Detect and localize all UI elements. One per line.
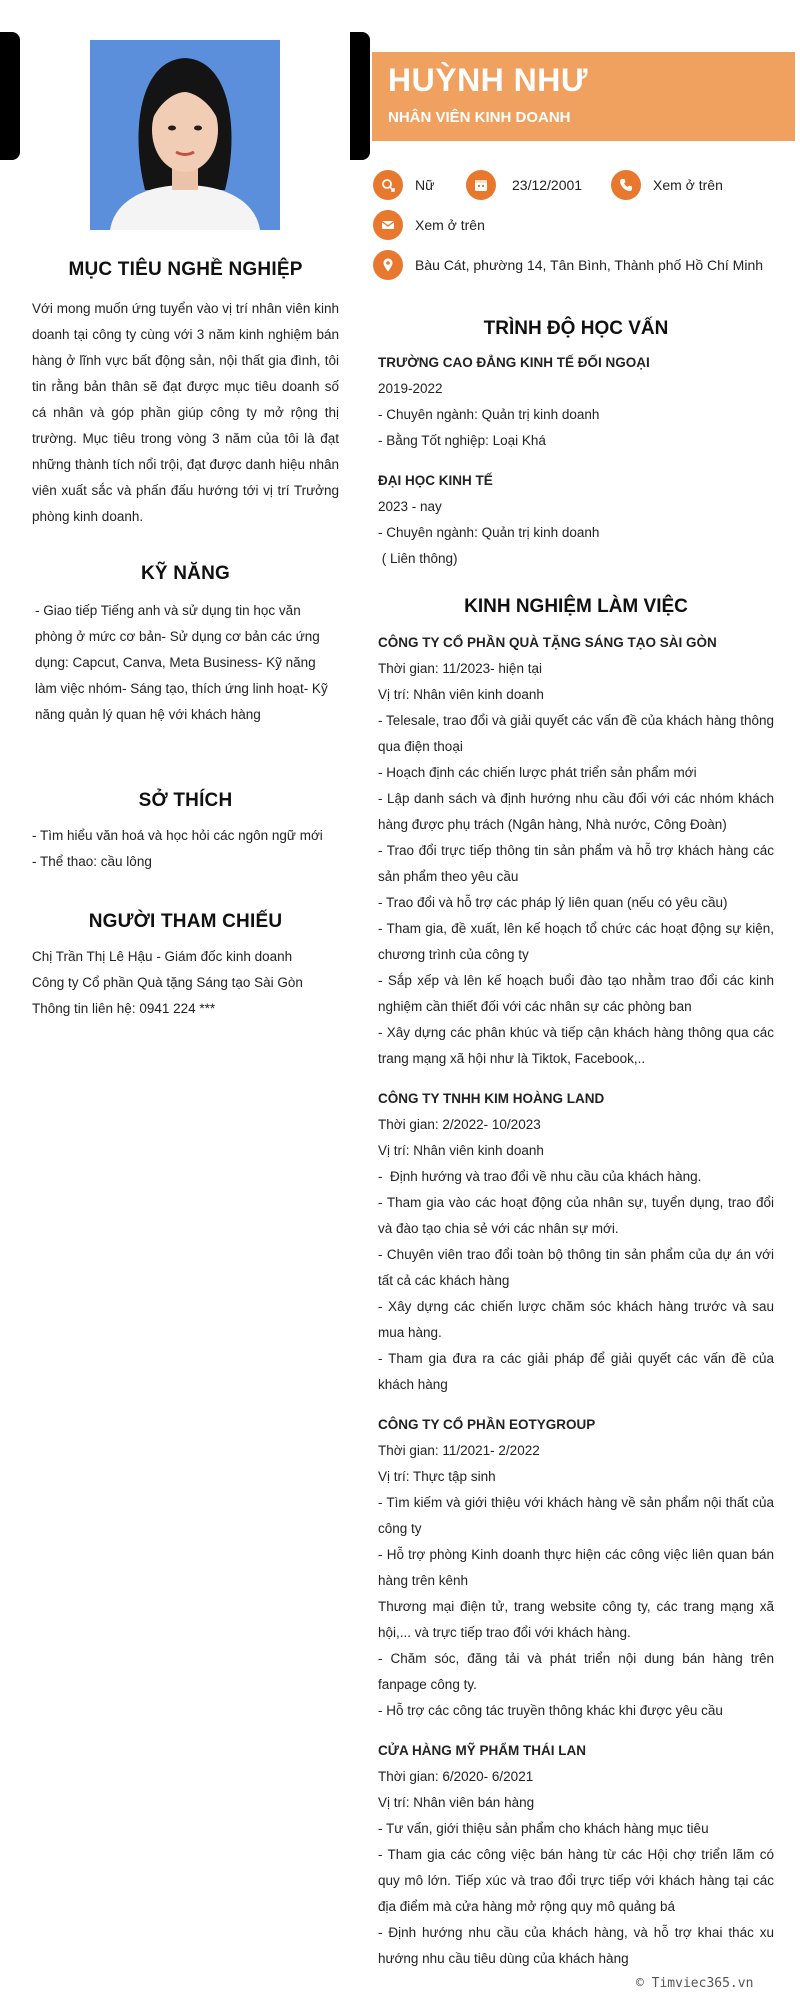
profile-photo [90,40,280,230]
job-duty: - Định hướng nhu cầu của khách hàng, và hỗ trợ khai thác xu hướng nhu cầu tiêu dùng của khách hàng [378,1925,774,1966]
gender-icon [373,170,403,200]
job-position: Vị trí: Nhân viên kinh doanh [378,687,544,702]
job-duty: - Định hướng và trao đổi về nhu cầu của khách hàng. [378,1169,702,1184]
contact-birthday [466,170,582,200]
candidate-job-title: NHÂN VIÊN KINH DOANH [388,109,571,126]
company-name: CÔNG TY CỔ PHẦN EOTYGROUP [378,1417,596,1432]
reference-line: Thông tin liên hệ: 0941 224 *** [32,1001,216,1016]
phone-icon [611,170,641,200]
job-duty: - Trao đổi trực tiếp thông tin sản phẩm và hỗ trợ khách hàng các sản phẩm theo yêu cầu [378,843,774,884]
copyright-footer: © Timviec365.vn [636,1976,754,1991]
hobby-item: - Tìm hiểu văn hoá và học hỏi các ngôn ngữ mới [32,828,323,843]
job-duty: - Tìm kiếm và giới thiệu với khách hàng về sản phẩm nội thất của công ty [378,1495,774,1536]
objective-text: Với mong muốn ứng tuyển vào vị trí nhân viên kinh doanh tại công ty cùng với 3 năm kinh nghiệm bán hàng ở lĩnh vực bất động sản, nội thất gia đình, tôi tin rằng bản thân sẽ đạt được mục tiêu doanh số cá nhân và góp phần giúp công ty mở rộng thị trường. Mục tiêu trong vòng 3 năm của tôi là đạt những thành tích nổi trội, đạt được danh hiệu nhân viên xuất sắc và phấn đấu hướng tới vị trí Trưởng phòng kinh doanh. [32,301,339,524]
job-time: Thời gian: 11/2021- 2/2022 [378,1443,540,1458]
education-line: - Bằng Tốt nghiệp: Loại Khá [378,433,546,448]
job-item [378,630,774,1072]
school-period: 2023 - nay [378,499,442,514]
education-line: - Chuyên ngành: Quản trị kinh doanh [378,407,600,422]
job-position: Vị trí: Thực tập sinh [378,1469,496,1484]
experience-title: KINH NGHIỆM LÀM VIỆC [464,596,688,617]
location-pin-icon [373,250,403,280]
education-title: TRÌNH ĐỘ HỌC VẤN [483,318,669,339]
job-duty: - Hỗ trợ phòng Kinh doanh thực hiện các công việc liên quan bán hàng trên kênh [378,1547,774,1588]
calendar-icon [466,170,496,200]
job-duty: - Chăm sóc, đăng tải và phát triển nội dung bán hàng trên fanpage công ty. [378,1651,774,1692]
contact-phone [611,170,723,200]
education-line: - Chuyên ngành: Quản trị kinh doanh [378,525,600,540]
company-name: CÔNG TY CỔ PHẦN QUÀ TẶNG SÁNG TẠO SÀI GÒN [378,635,717,650]
job-duty: Thương mại điện tử, trang website công ty, các trang mạng xã hội,... và trực tiếp trao đổi với khách hàng. [378,1599,774,1640]
job-duty: - Chuyên viên trao đổi toàn bộ thông tin sản phẩm của dự án với tất cả các khách hàng [378,1247,774,1288]
company-name: CỬA HÀNG MỸ PHẨM THÁI LAN [378,1743,586,1758]
address-text: Bàu Cát, phường 14, Tân Bình, Thành phố Hồ Chí Minh [415,257,764,273]
job-duty: - Trao đổi và hỗ trợ các pháp lý liên quan (nếu có yêu cầu) [378,895,728,910]
contact-email [373,210,485,240]
references-title: NGƯỜI THAM CHIẾU [88,911,283,932]
job-duty: - Hoạch định các chiến lược phát triển sản phẩm mới [378,765,697,780]
school-period: 2019-2022 [378,381,443,396]
decorative-tab-right [350,32,370,160]
reference-line: Công ty Cổ phần Quà tặng Sáng tạo Sài Gòn [32,975,303,990]
job-duty: - Xây dựng các phân khúc và tiếp cận khách hàng thông qua các trang mạng xã hội như là Tiktok, Facebook,.. [378,1025,774,1066]
job-duty: - Tư vấn, giới thiệu sản phẩm cho khách hàng mục tiêu [378,1821,709,1836]
phone-text: Xem ở trên [653,177,723,193]
job-time: Thời gian: 6/2020- 6/2021 [378,1769,534,1784]
header-bar [372,52,795,141]
contact-gender [373,170,434,200]
gender-text: Nữ [415,177,435,193]
job-time: Thời gian: 2/2022- 10/2023 [378,1117,541,1132]
job-time: Thời gian: 11/2023- hiện tại [378,661,542,676]
education-item [378,468,774,572]
job-duty: - Tham gia vào các hoạt động của nhân sự, tuyển dụng, trao đổi và đào tạo chia sẻ với các nhân sự mới. [378,1195,774,1236]
job-item [378,1412,774,1724]
company-name: CÔNG TY TNHH KIM HOÀNG LAND [378,1091,605,1106]
school-name: TRƯỜNG CAO ĐẲNG KINH TẾ ĐỐI NGOẠI [378,355,650,370]
email-text: Xem ở trên [415,217,485,233]
job-duty: - Xây dựng các chiến lược chăm sóc khách hàng trước và sau mua hàng. [378,1299,774,1340]
reference-line: Chị Trần Thị Lê Hậu - Giám đốc kinh doanh [32,949,293,964]
email-icon [373,210,403,240]
job-item [378,1086,774,1398]
birthday-text: 23/12/2001 [512,177,583,193]
hobby-item: - Thể thao: cầu lông [32,854,152,869]
objective-section [32,258,339,530]
objective-title: MỤC TIÊU NGHỀ NGHIỆP [68,259,303,280]
job-duty: - Tham gia, đề xuất, lên kế hoạch tổ chức các hoạt động sự kiện, chương trình của công ty [378,921,774,962]
job-duty: - Tham gia các công việc bán hàng từ các Hội chợ triển lãm có quy mô lớn. Tiếp xúc và trao đổi trực tiếp với khách hàng tại các địa điểm mà cửa hàng mở rộng quy mô quảng bá [378,1847,774,1914]
references-section [32,910,339,1022]
hobbies-title: SỞ THÍCH [138,790,233,811]
skills-text: - Giao tiếp Tiếng anh và sử dụng tin học văn phòng ở mức cơ bản- Sử dụng cơ bản các ứng dụng: Capcut, Canva, Meta Business- Kỹ năng làm việc nhóm- Sáng tạo, thích ứng linh hoạt- Kỹ năng quản lý quan hệ với khách hàng [35,603,328,722]
skills-title: KỸ NĂNG [140,563,230,584]
job-duty: - Hỗ trợ các công tác truyền thông khác khi được yêu cầu [378,1703,723,1718]
candidate-name: HUỲNH NHƯ [388,62,588,98]
job-position: Vị trí: Nhân viên kinh doanh [378,1143,544,1158]
job-item [378,1738,774,1972]
school-name: ĐẠI HỌC KINH TẾ [378,473,493,488]
education-section [378,316,774,572]
job-duty: - Sắp xếp và lên kế hoạch buổi đào tạo nhằm trao đổi các kinh nghiệm cần thiết đối với các nhân sự các phòng ban [378,973,774,1014]
job-duty: - Lập danh sách và định hướng nhu cầu đối với các nhóm khách hàng được phụ trách (Ngân hàng, Nhà nước, Công Đoàn) [378,791,774,832]
skills-section [32,562,339,728]
decorative-tab-left [0,32,20,160]
job-duty: - Telesale, trao đổi và giải quyết các vấn đề của khách hàng thông qua điện thoại [378,713,774,754]
job-duty: - Tham gia đưa ra các giải pháp để giải quyết các vấn đề của khách hàng [378,1351,774,1392]
contact-address [373,250,763,280]
education-line: ( Liên thông) [378,551,458,566]
experience-section [378,594,774,1972]
education-item [378,350,774,454]
job-position: Vị trí: Nhân viên bán hàng [378,1795,535,1810]
hobbies-section [32,789,339,875]
